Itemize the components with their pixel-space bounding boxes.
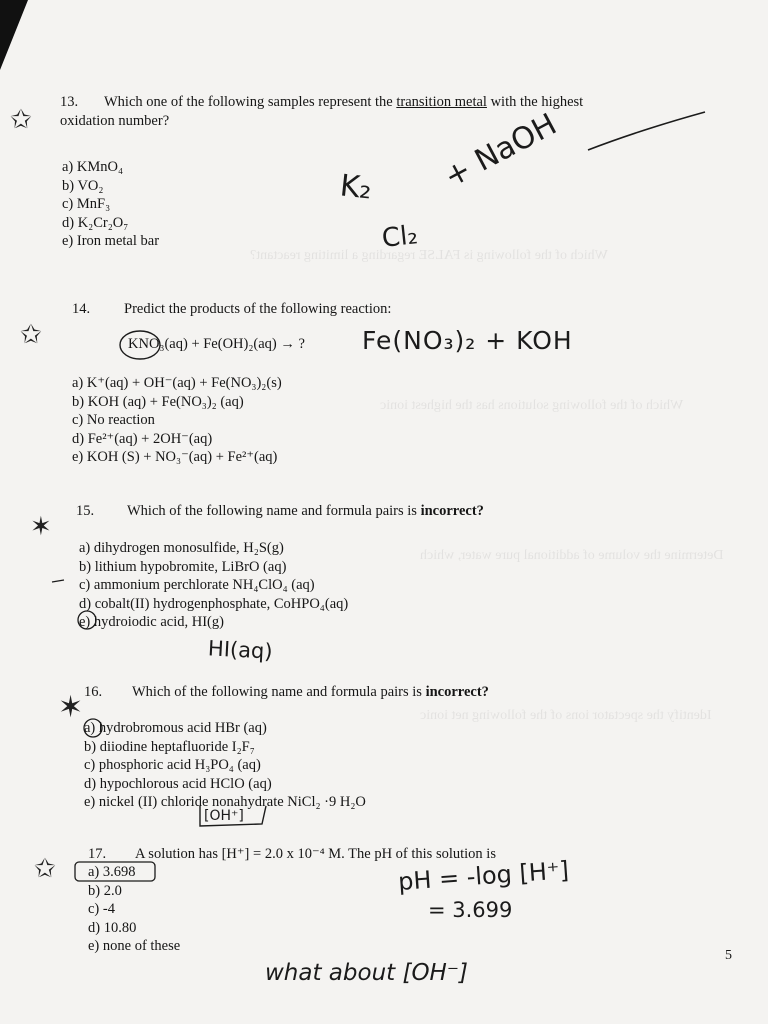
question-stem: Predict the products of the following reaction: bbox=[124, 301, 392, 317]
option-b[interactable]: b) VO₂ bbox=[62, 177, 104, 194]
question-stem: Which of the following name and formula pairs is bbox=[127, 503, 421, 519]
pen-swoosh bbox=[588, 112, 705, 150]
star-mark-icon: ✶ bbox=[58, 691, 84, 724]
option-d[interactable]: d) 10.80 bbox=[88, 919, 137, 936]
bleed-through-text: Determine the volume of additional pure water, which bbox=[420, 548, 724, 563]
bleed-through-text: Which of the following is FALSE regarding a limiting reactant? bbox=[250, 248, 608, 263]
option-a[interactable]: a) 3.698 bbox=[88, 864, 136, 880]
question-number: 13. bbox=[60, 94, 79, 110]
option-c[interactable]: c) No reaction bbox=[72, 412, 155, 428]
handwritten-naoh: + NaOH bbox=[438, 106, 563, 195]
option-b[interactable]: b) diiodine heptafluoride I₂F₇ bbox=[84, 738, 255, 755]
handwritten-ph-result: = 3.699 bbox=[428, 898, 513, 922]
handwritten-ph-formula: pH = -log [H⁺] bbox=[397, 856, 570, 896]
handwritten-hi-aq: HI(aq) bbox=[207, 636, 274, 664]
bleed-through-text: Which of the following solutions has the highest ionic bbox=[380, 398, 684, 413]
question-number: 17. bbox=[88, 846, 107, 862]
option-e[interactable]: e) none of these bbox=[88, 938, 181, 954]
question-stem: A solution has [H⁺] = 2.0 x 10⁻⁴ M. The pH of this solution is bbox=[135, 846, 496, 862]
tick-mark bbox=[52, 580, 64, 582]
option-a[interactable]: a) K⁺(aq) + OH⁻(aq) + Fe(NO₃)₂(s) bbox=[72, 375, 282, 391]
option-d[interactable]: d) hypochlorous acid HClO (aq) bbox=[84, 775, 272, 792]
question-stem: Which of the following name and formula pairs is bbox=[132, 684, 426, 700]
question-number: 16. bbox=[84, 684, 103, 700]
circle-mark bbox=[120, 331, 160, 359]
handwritten-k2: K₂ bbox=[338, 168, 374, 207]
star-mark-icon: ✶ bbox=[30, 512, 52, 541]
star-mark-icon: ✩ bbox=[34, 854, 56, 883]
option-b[interactable]: b) lithium hypobromite, LiBrO (aq) bbox=[79, 558, 287, 575]
page-number: 5 bbox=[725, 948, 732, 963]
option-a[interactable]: a) dihydrogen monosulfide, H₂S(g) bbox=[79, 540, 284, 556]
circle-mark bbox=[84, 719, 102, 737]
question-stem-line2: oxidation number? bbox=[60, 113, 170, 129]
reaction-equation: KNO₃(aq) + Fe(OH)₂(aq) → ? bbox=[128, 336, 305, 352]
option-c[interactable]: c) ammonium perchlorate NH₄ClO₄ (aq) bbox=[79, 577, 315, 593]
star-mark-icon: ✩ bbox=[20, 320, 42, 349]
bleed-through-text: Identify the spectator ions of the following net ionic bbox=[420, 708, 712, 723]
question-number: 15. bbox=[76, 503, 95, 519]
option-e[interactable]: e) Iron metal bar bbox=[62, 233, 160, 249]
option-b[interactable]: b) 2.0 bbox=[88, 882, 122, 899]
option-d[interactable]: d) cobalt(II) hydrogenphosphate, CoHPO₄(aq) bbox=[79, 595, 349, 612]
option-c[interactable]: c) -4 bbox=[88, 901, 115, 917]
option-b[interactable]: b) KOH (aq) + Fe(NO₃)₂ (aq) bbox=[72, 393, 244, 410]
box-mark bbox=[75, 862, 155, 881]
option-a[interactable]: a) hydrobromous acid HBr (aq) bbox=[84, 720, 267, 736]
option-e[interactable]: e) hydroiodic acid, HI(g) bbox=[79, 614, 224, 630]
question-number: 14. bbox=[72, 301, 91, 317]
option-e[interactable]: e) nickel (II) chloride nonahydrate NiCl₂ ·9 H₂O bbox=[84, 794, 366, 810]
emphasis-incorrect: incorrect? bbox=[425, 684, 489, 700]
circle-mark bbox=[78, 611, 96, 629]
handwritten-bottom-note: what about [OH⁻] bbox=[265, 960, 468, 986]
option-a[interactable]: a) KMnO₄ bbox=[62, 159, 124, 175]
handwritten-cl2: Cl₂ bbox=[380, 220, 420, 254]
question-stem: Which one of the following samples represent the bbox=[104, 94, 397, 110]
question-stem-end: with the highest bbox=[486, 94, 584, 110]
handwritten-q14-products: Fe(NO₃)₂ + KOH bbox=[362, 326, 573, 355]
option-c[interactable]: c) phosphoric acid H₃PO₄ (aq) bbox=[84, 757, 261, 773]
emphasis-incorrect: incorrect? bbox=[420, 503, 484, 519]
option-d[interactable]: d) Fe²⁺(aq) + 2OH⁻(aq) bbox=[72, 430, 213, 447]
option-e[interactable]: e) KOH (S) + NO₃⁻(aq) + Fe²⁺(aq) bbox=[72, 449, 278, 465]
option-d[interactable]: d) K₂Cr₂O₇ bbox=[62, 214, 129, 231]
option-c[interactable]: c) MnF₃ bbox=[62, 196, 111, 212]
underlined-term: transition metal bbox=[396, 94, 487, 110]
star-mark-icon: ✩ bbox=[10, 105, 32, 134]
handwritten-oh: [OH⁺] bbox=[204, 808, 244, 824]
bracket-mark bbox=[200, 806, 266, 826]
